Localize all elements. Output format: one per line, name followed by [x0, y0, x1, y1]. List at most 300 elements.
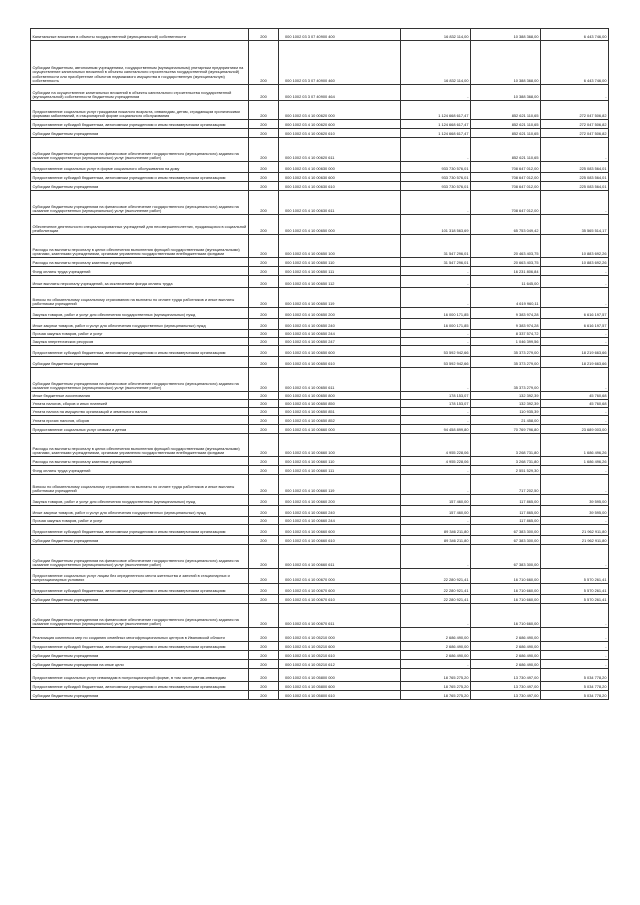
row-approved-cell: 1 124 668 617,47: [401, 120, 471, 129]
row-classification-code-cell: 000 1002 03 4 10 00630 610: [279, 182, 401, 191]
row-classification-code-cell: 000 1002 03 4 10 00620 000: [279, 101, 401, 120]
row-unexecuted-cell: 18 219 663,66: [541, 346, 609, 357]
row-classification-code-cell: 000 1002 03 4 10 00620 611: [279, 138, 401, 162]
row-code-cell: 200: [249, 346, 279, 357]
row-classification-code-cell: 000 1002 03 4 10 00660 611: [279, 545, 401, 569]
row-classification-code-cell: 000 1002 03 4 10 00630 611: [279, 191, 401, 215]
row-executed-cell: 10 388 368,00: [471, 41, 541, 85]
row-unexecuted-cell: -: [541, 368, 609, 392]
row-executed-cell: 117 865,00: [471, 495, 541, 506]
row-approved-cell: -: [401, 416, 471, 425]
row-executed-cell: 16 710 660,00: [471, 595, 541, 604]
row-code-cell: 200: [249, 29, 279, 41]
row-code-cell: 200: [249, 506, 279, 517]
row-unexecuted-cell: -: [541, 338, 609, 346]
row-unexecuted-cell: 272 047 506,82: [541, 101, 609, 120]
row-unexecuted-cell: -: [541, 660, 609, 669]
row-name-cell: Субсидии бюджетным учреждениям: [31, 651, 249, 660]
table-row: [31, 682, 609, 691]
row-name-cell: Иные закупки товаров, работ и услуг для обеспечения государственных (муниципальных) нужд: [31, 319, 249, 330]
table-row: [31, 120, 609, 129]
row-approved-cell: -: [401, 475, 471, 495]
row-unexecuted-cell: -: [541, 408, 609, 416]
row-unexecuted-cell: 35 565 514,17: [541, 215, 609, 235]
row-executed-cell: 10 388 368,00: [471, 85, 541, 101]
row-classification-code-cell: 000 1002 03 4 10 00670 611: [279, 604, 401, 628]
row-approved-cell: 16 832 114,00: [401, 41, 471, 85]
row-classification-code-cell: 000 1002 03 4 10 00670 000: [279, 569, 401, 584]
row-executed-cell: 35 373 279,00: [471, 346, 541, 357]
row-unexecuted-cell: 6 616 197,57: [541, 319, 609, 330]
row-approved-cell: 53 592 942,66: [401, 346, 471, 357]
row-unexecuted-cell: -: [541, 85, 609, 101]
table-row: [31, 569, 609, 584]
row-unexecuted-cell: -: [541, 604, 609, 628]
row-code-cell: 200: [249, 182, 279, 191]
row-unexecuted-cell: 5 570 261,41: [541, 569, 609, 584]
row-executed-cell: 2 686 490,00: [471, 660, 541, 669]
row-classification-code-cell: 000 1002 03 4 10 00630 600: [279, 173, 401, 182]
row-classification-code-cell: 000 1002 03 4 10 00660 610: [279, 536, 401, 545]
row-approved-cell: 89 346 211,80: [401, 536, 471, 545]
row-code-cell: 200: [249, 319, 279, 330]
row-unexecuted-cell: 5 034 778,20: [541, 691, 609, 700]
row-unexecuted-cell: 10 883 692,26: [541, 235, 609, 258]
row-approved-cell: 933 730 576,01: [401, 182, 471, 191]
table-row: [31, 29, 609, 41]
table-row: [31, 215, 609, 235]
row-code-cell: 200: [249, 41, 279, 85]
row-name-cell: Реализация комплекса мер по созданию семейных многофункциональных центров в Ивановской области: [31, 628, 249, 642]
table-row: [31, 595, 609, 604]
row-approved-cell: -: [401, 138, 471, 162]
row-approved-cell: 18 765 275,20: [401, 682, 471, 691]
row-classification-code-cell: 000 1002 03 4 10 00670 610: [279, 595, 401, 604]
row-classification-code-cell: 000 1002 03 4 10 05800 000: [279, 669, 401, 682]
table-row: [31, 525, 609, 536]
row-approved-cell: 16 000 171,85: [401, 308, 471, 319]
row-executed-cell: 2 551 529,30: [471, 466, 541, 475]
row-executed-cell: 110 935,39: [471, 408, 541, 416]
row-unexecuted-cell: 21 962 911,80: [541, 525, 609, 536]
row-classification-code-cell: 000 1002 03 4 10 00670 600: [279, 584, 401, 595]
row-name-cell: Субсидии бюджетным учреждениям на финансовое обеспечение государственного (муниципального) задания на оказание государственных (муниципальных) услуг (выполнение работ): [31, 368, 249, 392]
row-code-cell: 200: [249, 267, 279, 276]
row-classification-code-cell: 000 1002 03 4 10 00650 112: [279, 276, 401, 288]
row-executed-cell: 852 621 110,65: [471, 129, 541, 138]
table-row: [31, 642, 609, 651]
row-name-cell: Фонд оплаты труда учреждений: [31, 466, 249, 475]
row-executed-cell: 67 383 300,00: [471, 545, 541, 569]
row-approved-cell: 101 318 563,69: [401, 215, 471, 235]
row-executed-cell: 67 383 300,00: [471, 536, 541, 545]
row-executed-cell: 3 268 731,80: [471, 457, 541, 466]
row-approved-cell: 31 547 296,01: [401, 235, 471, 258]
row-approved-cell: -: [401, 338, 471, 346]
row-code-cell: 200: [249, 425, 279, 434]
table-row: [31, 129, 609, 138]
row-approved-cell: 22 280 921,41: [401, 569, 471, 584]
row-code-cell: 200: [249, 368, 279, 392]
row-executed-cell: 708 647 012,00: [471, 162, 541, 173]
row-executed-cell: 16 231 806,84: [471, 267, 541, 276]
table-row: [31, 457, 609, 466]
row-name-cell: Предоставление субсидий бюджетным, автономным учреждениям и иным некоммерческим организациям: [31, 120, 249, 129]
row-classification-code-cell: 000 1002 03 4 10 05210 000: [279, 628, 401, 642]
table-row: [31, 368, 609, 392]
row-classification-code-cell: 000 1002 03 4 10 00630 000: [279, 162, 401, 173]
table-row: [31, 191, 609, 215]
table-row: [31, 41, 609, 85]
row-unexecuted-cell: 5 570 261,41: [541, 595, 609, 604]
row-approved-cell: -: [401, 276, 471, 288]
row-classification-code-cell: 000 1002 03 4 10 00650 110: [279, 258, 401, 267]
table-row: [31, 495, 609, 506]
row-code-cell: 200: [249, 584, 279, 595]
row-unexecuted-cell: 45 760,68: [541, 400, 609, 408]
row-classification-code-cell: 000 1002 03 4 10 00650 100: [279, 235, 401, 258]
row-code-cell: 200: [249, 288, 279, 308]
row-code-cell: 200: [249, 408, 279, 416]
table-row: [31, 308, 609, 319]
table-row: [31, 182, 609, 191]
row-approved-cell: 933 730 576,01: [401, 162, 471, 173]
table-row: [31, 517, 609, 525]
row-approved-cell: 18 765 275,20: [401, 669, 471, 682]
row-executed-cell: 117 865,00: [471, 506, 541, 517]
table-row: [31, 338, 609, 346]
row-classification-code-cell: 000 1002 03 3 07 40900 400: [279, 29, 401, 41]
row-unexecuted-cell: 6 616 197,57: [541, 308, 609, 319]
row-name-cell: Фонд оплаты труда учреждений: [31, 267, 249, 276]
row-name-cell: Предоставление социальных услуг семьям и детям: [31, 425, 249, 434]
row-unexecuted-cell: 225 083 564,01: [541, 162, 609, 173]
row-name-cell: Иные бюджетные ассигнования: [31, 392, 249, 400]
row-classification-code-cell: 000 1002 03 4 10 00650 611: [279, 368, 401, 392]
row-executed-cell: 11 645,00: [471, 276, 541, 288]
row-code-cell: 200: [249, 173, 279, 182]
row-unexecuted-cell: -: [541, 628, 609, 642]
row-approved-cell: 16 000 171,85: [401, 319, 471, 330]
row-unexecuted-cell: -: [541, 651, 609, 660]
row-name-cell: Предоставление субсидий бюджетным, автономным учреждениям и иным некоммерческим организациям: [31, 346, 249, 357]
row-name-cell: Субсидии бюджетным учреждениям: [31, 595, 249, 604]
row-approved-cell: -: [401, 368, 471, 392]
row-classification-code-cell: 000 1002 03 4 10 00620 600: [279, 120, 401, 129]
row-name-cell: Прочая закупка товаров, работ и услуг: [31, 517, 249, 525]
row-executed-cell: 20 663 403,75: [471, 258, 541, 267]
row-approved-cell: -: [401, 267, 471, 276]
row-unexecuted-cell: -: [541, 466, 609, 475]
row-name-cell: Предоставление социальных услуг лицам без определенного места жительства и занятий в стационарных и полустационарных условиях: [31, 569, 249, 584]
row-classification-code-cell: 000 1002 03 4 10 00650 850: [279, 400, 401, 408]
row-code-cell: 200: [249, 357, 279, 368]
row-code-cell: 200: [249, 669, 279, 682]
row-name-cell: Расходы на выплаты персоналу казенных учреждений: [31, 457, 249, 466]
row-code-cell: 200: [249, 642, 279, 651]
row-name-cell: Капитальные вложения в объекты государственной (муниципальной) собственности: [31, 29, 249, 41]
row-classification-code-cell: 000 1002 03 3 07 40900 464: [279, 85, 401, 101]
row-classification-code-cell: 000 1002 03 4 10 00650 200: [279, 308, 401, 319]
row-approved-cell: 1 124 668 617,47: [401, 129, 471, 138]
table-row: [31, 425, 609, 434]
row-unexecuted-cell: -: [541, 267, 609, 276]
row-approved-cell: 2 686 490,00: [401, 651, 471, 660]
row-name-cell: Иные закупки товаров, работ и услуг для обеспечения государственных (муниципальных) нужд: [31, 506, 249, 517]
row-name-cell: Закупка энергетических ресурсов: [31, 338, 249, 346]
row-code-cell: 200: [249, 85, 279, 101]
row-name-cell: Субсидии бюджетным учреждениям: [31, 129, 249, 138]
row-code-cell: 200: [249, 276, 279, 288]
row-name-cell: Предоставление субсидий бюджетным, автономным учреждениям и иным некоммерческим организациям: [31, 173, 249, 182]
row-approved-cell: -: [401, 660, 471, 669]
row-code-cell: 200: [249, 138, 279, 162]
table-row: [31, 669, 609, 682]
row-code-cell: 200: [249, 191, 279, 215]
row-code-cell: 200: [249, 475, 279, 495]
row-executed-cell: 16 710 660,00: [471, 604, 541, 628]
row-code-cell: 200: [249, 495, 279, 506]
table-row: [31, 258, 609, 267]
row-name-cell: Обеспечение деятельности специализированных учреждений для несовершеннолетних, нуждающихся в социальной реабилитации: [31, 215, 249, 235]
row-executed-cell: 4 619 960,11: [471, 288, 541, 308]
row-approved-cell: 16 832 114,00: [401, 29, 471, 41]
row-name-cell: Расходы на выплаты персоналу в целях обеспечения выполнения функций государственными (муниципальными) органами, казенными учреждениями, органами управления государственными внебюджетными фондами: [31, 434, 249, 457]
row-name-cell: Субсидии бюджетным, автономным учреждениям, государственным (муниципальным) унитарным предприятиям на осуществление капитальных вложений в объекты капитального строительства государственной (муниципальной) собственности или приобретение объектов недвижимого имущества в государственную (муниципальную) собственность: [31, 41, 249, 85]
table-row: [31, 288, 609, 308]
table-row: [31, 408, 609, 416]
row-name-cell: Уплата прочих налогов, сборов: [31, 416, 249, 425]
row-name-cell: Субсидии бюджетным учреждениям на иные цели: [31, 660, 249, 669]
row-code-cell: 200: [249, 691, 279, 700]
table-row: [31, 400, 609, 408]
row-classification-code-cell: 000 1002 03 4 10 00650 240: [279, 319, 401, 330]
row-code-cell: 200: [249, 308, 279, 319]
row-approved-cell: 18 765 275,20: [401, 691, 471, 700]
row-name-cell: Взносы по обязательному социальному страхованию на выплаты по оплате труда работников и иные выплаты работникам учреждений: [31, 288, 249, 308]
row-approved-cell: -: [401, 288, 471, 308]
row-code-cell: 200: [249, 517, 279, 525]
row-approved-cell: 2 686 490,00: [401, 628, 471, 642]
row-approved-cell: -: [401, 408, 471, 416]
row-classification-code-cell: 000 1002 03 4 10 00660 600: [279, 525, 401, 536]
row-approved-cell: 31 547 296,01: [401, 258, 471, 267]
row-approved-cell: 178 153,07: [401, 392, 471, 400]
row-unexecuted-cell: 272 047 506,82: [541, 120, 609, 129]
row-executed-cell: 70 769 796,80: [471, 425, 541, 434]
row-classification-code-cell: 000 1002 03 4 10 00660 244: [279, 517, 401, 525]
row-approved-cell: 94 458 899,80: [401, 425, 471, 434]
table-row: [31, 235, 609, 258]
row-executed-cell: 16 710 660,00: [471, 569, 541, 584]
row-code-cell: 200: [249, 536, 279, 545]
row-executed-cell: 65 753 049,42: [471, 215, 541, 235]
row-approved-cell: 22 280 921,41: [401, 584, 471, 595]
row-classification-code-cell: 000 1002 03 4 10 00650 851: [279, 408, 401, 416]
row-name-cell: Субсидии бюджетным учреждениям: [31, 357, 249, 368]
row-unexecuted-cell: 6 443 746,00: [541, 29, 609, 41]
table-row: [31, 660, 609, 669]
table-row: [31, 85, 609, 101]
row-executed-cell: 8 337 574,72: [471, 330, 541, 338]
row-code-cell: 200: [249, 101, 279, 120]
row-name-cell: Субсидии бюджетным учреждениям: [31, 182, 249, 191]
row-approved-cell: -: [401, 191, 471, 215]
row-executed-cell: 717 202,50: [471, 475, 541, 495]
row-classification-code-cell: 000 1002 03 4 10 00660 119: [279, 475, 401, 495]
table-row: [31, 138, 609, 162]
row-code-cell: 200: [249, 338, 279, 346]
row-unexecuted-cell: -: [541, 545, 609, 569]
row-code-cell: 200: [249, 628, 279, 642]
table-row: [31, 101, 609, 120]
row-executed-cell: 35 373 279,00: [471, 357, 541, 368]
row-unexecuted-cell: -: [541, 416, 609, 425]
row-executed-cell: 16 710 660,00: [471, 584, 541, 595]
row-name-cell: Предоставление субсидий бюджетным, автономным учреждениям и иным некоммерческим организациям: [31, 682, 249, 691]
row-code-cell: 200: [249, 545, 279, 569]
row-classification-code-cell: 000 1002 03 4 10 00650 852: [279, 416, 401, 425]
row-classification-code-cell: 000 1002 03 4 10 00660 110: [279, 457, 401, 466]
budget-execution-table: [30, 28, 609, 700]
row-approved-cell: -: [401, 517, 471, 525]
row-code-cell: 200: [249, 215, 279, 235]
row-name-cell: Закупка товаров, работ и услуг для обеспечения государственных (муниципальных) нужд: [31, 308, 249, 319]
row-code-cell: 200: [249, 129, 279, 138]
row-name-cell: Предоставление социальных услуг инвалидам в полустационарной форме, в том числе детям-инвалидам: [31, 669, 249, 682]
row-unexecuted-cell: 39 595,00: [541, 506, 609, 517]
row-unexecuted-cell: -: [541, 642, 609, 651]
row-code-cell: 200: [249, 660, 279, 669]
row-approved-cell: 178 153,07: [401, 400, 471, 408]
row-unexecuted-cell: 39 595,00: [541, 495, 609, 506]
row-classification-code-cell: 000 1002 03 4 10 00660 240: [279, 506, 401, 517]
row-name-cell: Субсидии бюджетным учреждениям на финансовое обеспечение государственного (муниципального) задания на оказание государственных (муниципальных) услуг (выполнение работ): [31, 545, 249, 569]
row-unexecuted-cell: -: [541, 330, 609, 338]
row-unexecuted-cell: 5 570 261,41: [541, 584, 609, 595]
row-classification-code-cell: 000 1002 03 4 10 00660 111: [279, 466, 401, 475]
row-code-cell: 200: [249, 682, 279, 691]
row-name-cell: Предоставление субсидий бюджетным, автономным учреждениям и иным некоммерческим организациям: [31, 642, 249, 651]
table-row: [31, 691, 609, 700]
table-row: [31, 319, 609, 330]
row-approved-cell: 89 346 211,80: [401, 525, 471, 536]
row-unexecuted-cell: -: [541, 475, 609, 495]
row-code-cell: 200: [249, 466, 279, 475]
row-executed-cell: 708 647 012,00: [471, 191, 541, 215]
table-row: [31, 536, 609, 545]
row-approved-cell: 1 124 668 617,47: [401, 101, 471, 120]
row-name-cell: Субсидии на осуществление капитальных вложений в объекты капитального строительства государственной (муниципальной) собственности бюджетным учреждениям: [31, 85, 249, 101]
row-unexecuted-cell: 18 219 663,66: [541, 357, 609, 368]
row-classification-code-cell: 000 1002 03 4 10 05210 600: [279, 642, 401, 651]
row-classification-code-cell: 000 1002 03 4 10 00650 119: [279, 288, 401, 308]
row-code-cell: 200: [249, 651, 279, 660]
table-row: [31, 330, 609, 338]
row-approved-cell: -: [401, 604, 471, 628]
row-name-cell: Прочая закупка товаров, работ и услуг: [31, 330, 249, 338]
row-executed-cell: 20 463 403,75: [471, 235, 541, 258]
row-classification-code-cell: 000 1002 03 4 10 00650 000: [279, 215, 401, 235]
budget-table-sheet: [30, 28, 608, 700]
row-unexecuted-cell: 10 883 692,26: [541, 258, 609, 267]
table-row: [31, 416, 609, 425]
row-approved-cell: 4 955 228,06: [401, 434, 471, 457]
row-classification-code-cell: 000 1002 03 4 10 00650 600: [279, 346, 401, 357]
table-row: [31, 392, 609, 400]
row-executed-cell: 132 392,39: [471, 400, 541, 408]
row-approved-cell: 2 686 490,00: [401, 642, 471, 651]
row-name-cell: Субсидии бюджетным учреждениям на финансовое обеспечение государственного (муниципального) задания на оказание государственных (муниципальных) услуг (выполнение работ): [31, 604, 249, 628]
row-name-cell: Субсидии бюджетным учреждениям: [31, 691, 249, 700]
row-classification-code-cell: 000 1002 03 4 10 00660 100: [279, 434, 401, 457]
row-executed-cell: 35 373 279,00: [471, 368, 541, 392]
row-classification-code-cell: 000 1002 03 4 10 00650 111: [279, 267, 401, 276]
row-classification-code-cell: 000 1002 03 4 10 00650 610: [279, 357, 401, 368]
row-unexecuted-cell: 1 686 496,26: [541, 457, 609, 466]
row-approved-cell: -: [401, 330, 471, 338]
table-row: [31, 506, 609, 517]
row-classification-code-cell: 000 1002 03 4 10 00620 610: [279, 129, 401, 138]
row-classification-code-cell: 000 1002 03 4 10 05210 612: [279, 660, 401, 669]
row-unexecuted-cell: 1 686 496,26: [541, 434, 609, 457]
row-name-cell: Уплата налога на имущество организаций и земельного налога: [31, 408, 249, 416]
row-unexecuted-cell: 225 083 564,01: [541, 182, 609, 191]
row-approved-cell: -: [401, 85, 471, 101]
row-name-cell: Субсидии бюджетным учреждениям на финансовое обеспечение государственного (муниципального) задания на оказание государственных (муниципальных) услуг (выполнение работ): [31, 191, 249, 215]
row-classification-code-cell: 000 1002 03 3 07 40900 460: [279, 41, 401, 85]
row-classification-code-cell: 000 1002 03 4 10 00660 000: [279, 425, 401, 434]
row-executed-cell: 708 647 012,00: [471, 182, 541, 191]
row-name-cell: Уплата налогов, сборов и иных платежей: [31, 400, 249, 408]
row-unexecuted-cell: 225 083 564,01: [541, 173, 609, 182]
row-executed-cell: 852 621 110,65: [471, 101, 541, 120]
row-executed-cell: 2 686 490,00: [471, 642, 541, 651]
row-unexecuted-cell: -: [541, 191, 609, 215]
row-executed-cell: 852 621 110,65: [471, 138, 541, 162]
row-executed-cell: 13 730 497,00: [471, 691, 541, 700]
row-name-cell: Субсидии бюджетным учреждениям: [31, 536, 249, 545]
row-executed-cell: 3 268 731,80: [471, 434, 541, 457]
table-row: [31, 276, 609, 288]
row-unexecuted-cell: -: [541, 276, 609, 288]
row-executed-cell: 132 392,39: [471, 392, 541, 400]
row-classification-code-cell: 000 1002 03 4 10 05800 600: [279, 682, 401, 691]
row-executed-cell: 21 458,00: [471, 416, 541, 425]
table-row: [31, 604, 609, 628]
row-classification-code-cell: 000 1002 03 4 10 00650 244: [279, 330, 401, 338]
row-code-cell: 200: [249, 416, 279, 425]
row-code-cell: 200: [249, 569, 279, 584]
row-name-cell: Предоставление социальных услуг гражданам пожилого возраста, инвалидам, детям, страдающим хроническими формами заболеваний, в стационарной форме социального обслуживания: [31, 101, 249, 120]
row-executed-cell: 708 647 012,00: [471, 173, 541, 182]
row-code-cell: 200: [249, 162, 279, 173]
table-row: [31, 267, 609, 276]
row-unexecuted-cell: 272 047 506,82: [541, 129, 609, 138]
table-row: [31, 584, 609, 595]
row-name-cell: Взносы по обязательному социальному страхованию на выплаты по оплате труда работников и иные выплаты работникам учреждений: [31, 475, 249, 495]
table-row: [31, 475, 609, 495]
row-approved-cell: -: [401, 466, 471, 475]
row-approved-cell: 4 955 228,06: [401, 457, 471, 466]
row-code-cell: 200: [249, 392, 279, 400]
row-unexecuted-cell: 45 760,68: [541, 392, 609, 400]
row-approved-cell: 933 730 576,01: [401, 173, 471, 182]
row-executed-cell: 2 686 490,00: [471, 628, 541, 642]
table-row: [31, 651, 609, 660]
row-executed-cell: 9 383 974,28: [471, 308, 541, 319]
row-executed-cell: 13 730 497,00: [471, 682, 541, 691]
